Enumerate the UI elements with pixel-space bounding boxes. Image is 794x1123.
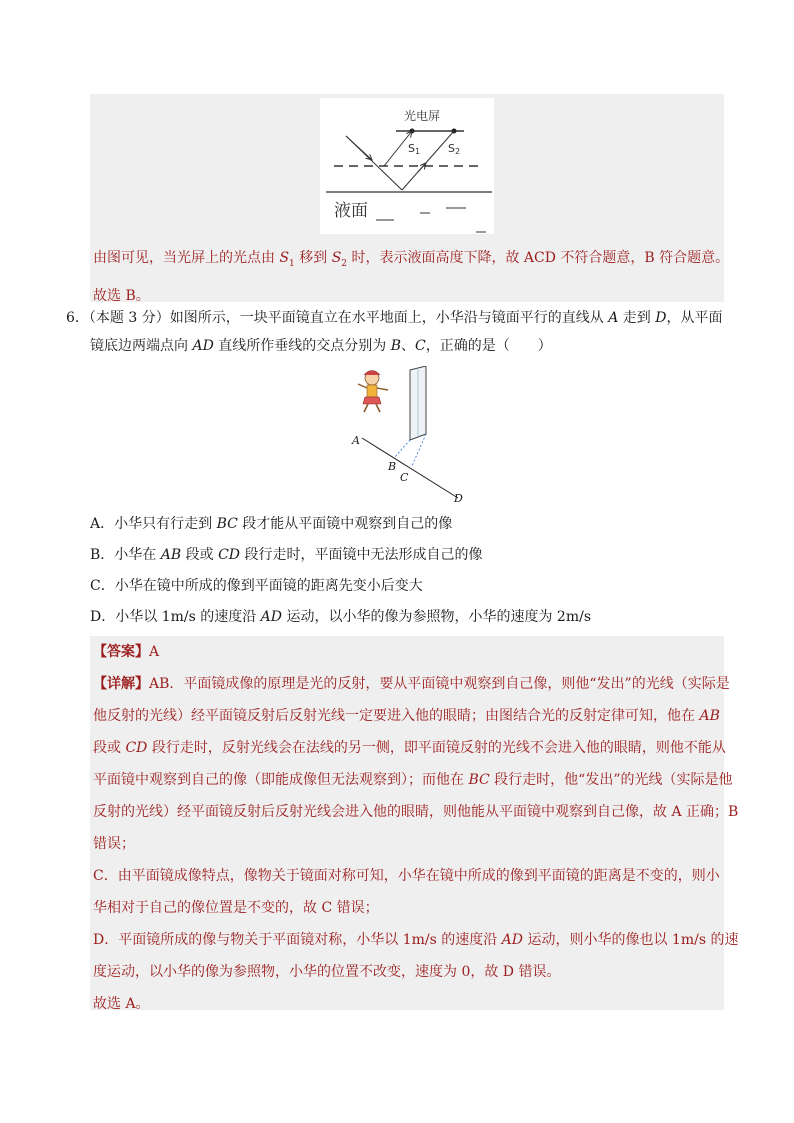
s2-label: S2 (448, 142, 461, 156)
incident-ray-extended (346, 136, 402, 190)
explanation-line: 由图可见，当光屏上的光点由 $S_1$ 移到 $S_2$ 时，表示液面高度下降，故 ACD 不符合题意，B 符合题意。 (93, 250, 730, 269)
question-6 (66, 304, 722, 360)
detail-line: 反射的光线）经平面镜反射后反射光线会进入他的眼睛，则他能从平面镜中观察到自己像，故 A 正确；B (93, 804, 739, 820)
girl-figure (358, 371, 388, 413)
detail-line: 他反射的光线）经平面镜反射后反射光线一定要进入他的眼睛；由图结合光的反射定律可知，他在 AB (93, 708, 720, 724)
label-c: C (400, 471, 409, 484)
question-number: 6． (66, 310, 89, 326)
path-ad (362, 438, 458, 498)
detail-conclusion: 故选 A。 (93, 996, 150, 1012)
detail-line: 错误； (93, 836, 135, 852)
detail-line: 华相对于自己的像位置是不变的，故 C 错误； (93, 900, 379, 916)
detail-line: D．平面镜所成的像与物关于平面镜对称，小华以 1m/s 的速度沿 AD 运动，则小华的像也以 1m/s 的速 (93, 932, 739, 948)
label-b: B (388, 460, 397, 473)
detail-line: 段或 CD 段行走时，反射光线会在法线的另一侧，即平面镜反射的光线不会进入他的眼睛，则他不能从 (93, 740, 726, 756)
answer-line: 【答案】A (93, 644, 160, 660)
perpendicular-b (394, 440, 410, 458)
question-line-2: 镜底边两端点向 AD 直线所作垂线的交点分别为 B、C，正确的是（ ） (90, 338, 552, 354)
reflected-arrow-2 (418, 163, 426, 172)
reflected-ray-2 (402, 131, 454, 190)
answer-block (90, 636, 739, 1012)
option-d: D．小华以 1m/s 的速度沿 AD 运动，以小华的像为参照物，小华的速度为 2m/s (90, 609, 591, 625)
s1-label: S1 (408, 142, 421, 156)
detail-line: 度运动，以小华的像为参照物，小华的位置不改变，速度为 0，故 D 错误。 (93, 964, 561, 980)
screen-label: 光电屏 (404, 109, 441, 123)
answer-detail (93, 636, 738, 1020)
liquid-label: 液面 (334, 201, 368, 221)
explanation-conclusion: 故选 B。 (93, 287, 150, 304)
detail-line: 【详解】AB．平面镜成像的原理是光的反射，要从平面镜中观察到自己像，则他“发出”的光线（实际是 (93, 676, 730, 692)
label-d: D (454, 492, 463, 505)
question-line-1: 6．（本题 3 分）如图所示，一块平面镜直立在水平地面上，小华沿与镜面平行的直线从 A 走到 D，从平面 (66, 310, 723, 326)
label-a: A (352, 434, 360, 447)
detail-line: C．由平面镜成像特点，像物关于镜面对称可知，小华在镜中所成的像到平面镜的距离是不变的，则小 (93, 868, 720, 884)
options (90, 510, 591, 631)
option-c: C．小华在镜中所成的像到平面镜的距离先变小后变大 (90, 578, 423, 594)
liquid-level-figure (320, 98, 494, 234)
mirror-figure (350, 366, 470, 514)
explanation-text-1 (93, 242, 729, 312)
detail-line: 平面镜中观察到自己的像（即能成像但无法观察到）；而他在 BC 段行走时，他“发出”的光线（实际是他 (93, 772, 733, 788)
liquid-level-diagram (320, 98, 494, 234)
mirror-diagram (350, 366, 470, 510)
option-b: B．小华在 AB 段或 CD 段行走时，平面镜中无法形成自己的像 (90, 547, 483, 563)
option-a: A．小华只有行走到 BC 段才能从平面镜中观察到自己的像 (90, 516, 453, 532)
